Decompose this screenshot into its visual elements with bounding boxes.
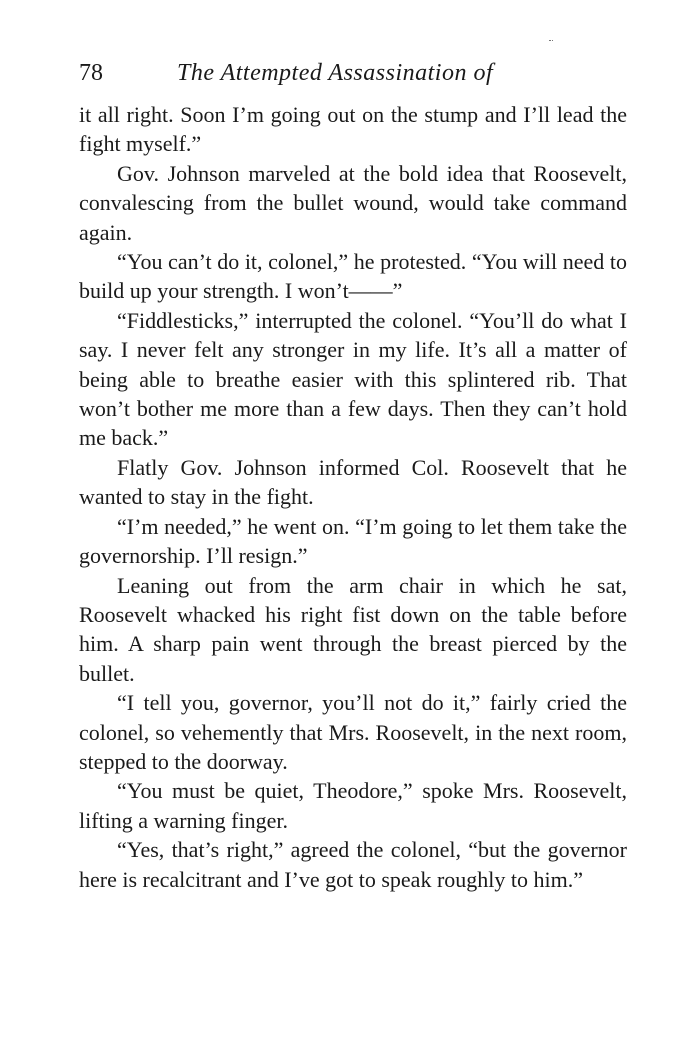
paragraph-4: “Fiddlesticks,” interrupted the colonel. “You’ll do what I say. I never felt any stronger in my life. It’s all a matter of being able to breathe easier with this splintered rib. That won’t bother me more than a few days. Then they can’t hold me back.” <box>79 307 627 451</box>
book-page <box>79 60 627 894</box>
paragraph-9: “You must be quiet, Theodore,” spoke Mrs. Roosevelt, lifting a warning finger. <box>79 778 627 833</box>
page-number: 78 <box>79 60 103 86</box>
paragraph-6: “I’m needed,” he went on. “I’m going to let them take the governorship. I’ll resign.” <box>79 513 627 569</box>
scan-speck <box>549 40 553 43</box>
paragraph-2: Gov. Johnson marveled at the bold idea that Roosevelt, convalescing from the bullet wound, would take command again. <box>79 160 627 245</box>
paragraph-8: “I tell you, governor, you’ll not do it,” fairly cried the colonel, so vehemently that Mrs. Roosevelt, in the next room, stepped to the doorway. <box>79 690 627 774</box>
body-text <box>79 100 627 894</box>
paragraph-3: “You can’t do it, colonel,” he protested. “You will need to build up your strength. I won’t——” <box>79 249 627 304</box>
paragraph-1: it all right. Soon I’m going out on the stump and I’ll lead the fight myself.” <box>79 102 627 157</box>
page-header <box>79 60 627 100</box>
paragraph-5: Flatly Gov. Johnson informed Col. Roosevelt that he wanted to stay in the fight. <box>79 454 627 510</box>
running-title: The Attempted Assassination of <box>177 60 494 86</box>
paragraph-7: Leaning out from the arm chair in which he sat, Roosevelt whacked his right fist down on the table before him. A sharp pain went through the breast pierced by the bullet. <box>79 572 627 686</box>
paragraph-10: “Yes, that’s right,” agreed the colonel, “but the governor here is recalcitrant and I’ve got to speak roughly to him.” <box>79 837 627 892</box>
